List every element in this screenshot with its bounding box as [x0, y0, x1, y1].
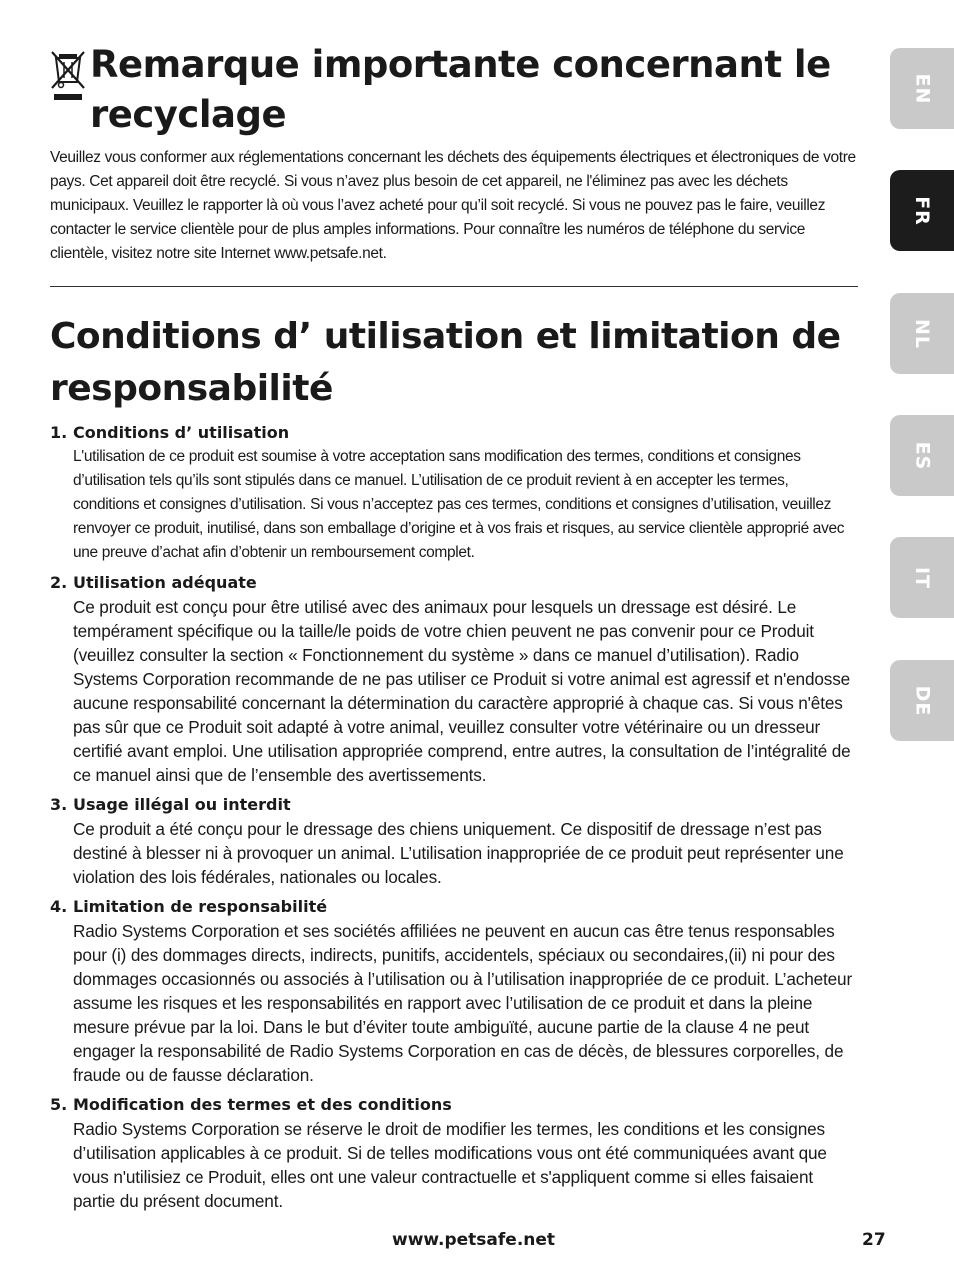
section-body: L'utilisation de ce produit est soumise à votre acceptation sans modification des termes, conditions et consignes d’utilisation tels qu’ils sont stipulés dans ce manuel. L’utilisation de ce produit revient à en accepter les termes, conditions et consignes d’utilisation. Si vous n’acceptez pas ces termes, conditions et consignes d’utilisation, veuillez renvoyer ce produit, inutilisé, dans son emballage d’origine et à vos frais et risques, au service clientèle approprié avec une preuve d’achat afin d’obtenir un remboursement complet. [73, 448, 845, 561]
terms-section-1 [50, 421, 858, 565]
footer-website: www.petsafe.net [392, 1230, 556, 1250]
section-heading [50, 793, 858, 817]
tab-label: EN [910, 73, 933, 104]
section-title: Modification des termes et des conditions [73, 1095, 452, 1114]
terms-section-3 [50, 793, 858, 889]
crossed-out-wheelie-bin-icon [50, 48, 86, 104]
language-tab-es[interactable] [890, 415, 954, 496]
terms-sections [50, 421, 858, 1213]
section-title: Usage illégal ou interdit [73, 795, 291, 814]
section-body: Ce produit a été conçu pour le dressage des chiens uniquement. Ce dispositif de dressage n’est pas destiné à blesser ni à provoquer un animal. L’utilisation inappropriée de ce produit peut représenter une violation des lois fédérales, nationales ou locales. [73, 819, 844, 887]
terms-section-4 [50, 895, 858, 1087]
section-heading [50, 421, 858, 445]
tab-label: DE [910, 685, 933, 716]
language-tab-nl[interactable] [890, 293, 954, 374]
section-number: 3. [50, 795, 68, 814]
section-number: 4. [50, 897, 68, 916]
recycling-body: Veuillez vous conformer aux réglementations concernant les déchets des équipements électriques et électroniques de votre pays. Cet appareil doit être recyclé. Si vous n’avez plus besoin de cet appareil, ne l'éliminez pas avec les déchets municipaux. Veuillez le rapporter là où vous l’avez acheté pour qu’il soit recyclé. Si vous ne pouvez pas le faire, veuillez contacter le service clientèle pour de plus amples informations. Pour connaître les numéros de téléphone du service clientèle, visitez notre site Internet www.petsafe.net. [50, 149, 856, 262]
section-body: Ce produit est conçu pour être utilisé avec des animaux pour lesquels un dressage est désiré. Le tempérament spécifique ou la taille/le poids de votre chien peuvent ne pas convenir pour ce Produit (veuillez consulter la section « Fonctionnement du système » dans ce manuel d’utilisation). Radio Systems Corporation recommande de ne pas utiliser ce Produit si votre animal est agressif et n'endosse aucune responsabilité concernant la détermination du caractère approprié à chaque cas. Si vous n'êtes pas sûr que ce Produit soit adapté à votre animal, veuillez consulter votre vétérinaire ou un dresseur certifié avant emploi. Une utilisation appropriée comprend, entre autres, la consultation de l’intégralité de ce manuel ainsi que de l’ensemble des avertissements. [73, 597, 851, 785]
section-heading [50, 571, 858, 595]
language-tab-fr[interactable] [890, 170, 954, 251]
terms-section-2 [50, 571, 858, 787]
terms-title: Conditions d’ utilisation et limitation de responsabilité [50, 316, 841, 409]
terms-section-5 [50, 1093, 858, 1213]
section-number: 5. [50, 1095, 68, 1114]
section-number: 2. [50, 573, 68, 592]
language-tab-en[interactable] [890, 48, 954, 129]
section-body: Radio Systems Corporation se réserve le droit de modifier les termes, les conditions et les consignes d’utilisation applicables à ce produit. Si de telles modifications vous ont été communiquées avant que vous n'utilisiez ce Produit, elles ont une valeur contractuelle et s'appliquent comme si elles faisaient partie du présent document. [73, 1119, 827, 1211]
page-content [50, 40, 858, 1213]
section-title: Limitation de responsabilité [73, 897, 328, 916]
section-title: Conditions d’ utilisation [73, 423, 290, 442]
page-number: 27 [862, 1230, 886, 1250]
section-heading [50, 1093, 858, 1117]
tab-label: ES [910, 441, 933, 470]
language-tab-it[interactable] [890, 537, 954, 618]
recycling-title: Remarque importante concernant le recyclage [90, 43, 831, 136]
recycling-heading [50, 40, 858, 140]
language-tab-de[interactable] [890, 660, 954, 741]
section-body: Radio Systems Corporation et ses sociétés affiliées ne peuvent en aucun cas être tenus responsables pour (i) des dommages directs, indirects, punitifs, accidentels, spéciaux ou secondaires,(ii) ni pour des dommages occasionnés ou associés à l’utilisation ou à l’utilisation inappropriée de ce produit. L’acheteur assume les risques et les responsabilités en rapport avec l’utilisation de ce produit et dans la pleine mesure prévue par la loi. Dans le but d’éviter toute ambiguïté, aucune partie de la clause 4 ne peut engager la responsabilité de Radio Systems Corporation en cas de décès, de blessures corporelles, de fraude ou de fausse déclaration. [73, 921, 853, 1085]
tab-label: IT [911, 566, 933, 589]
tab-label: FR [910, 195, 933, 226]
section-title: Utilisation adéquate [73, 573, 257, 592]
section-divider [50, 286, 858, 287]
tab-label: NL [910, 318, 933, 349]
section-number: 1. [50, 423, 68, 442]
section-heading [50, 895, 858, 919]
